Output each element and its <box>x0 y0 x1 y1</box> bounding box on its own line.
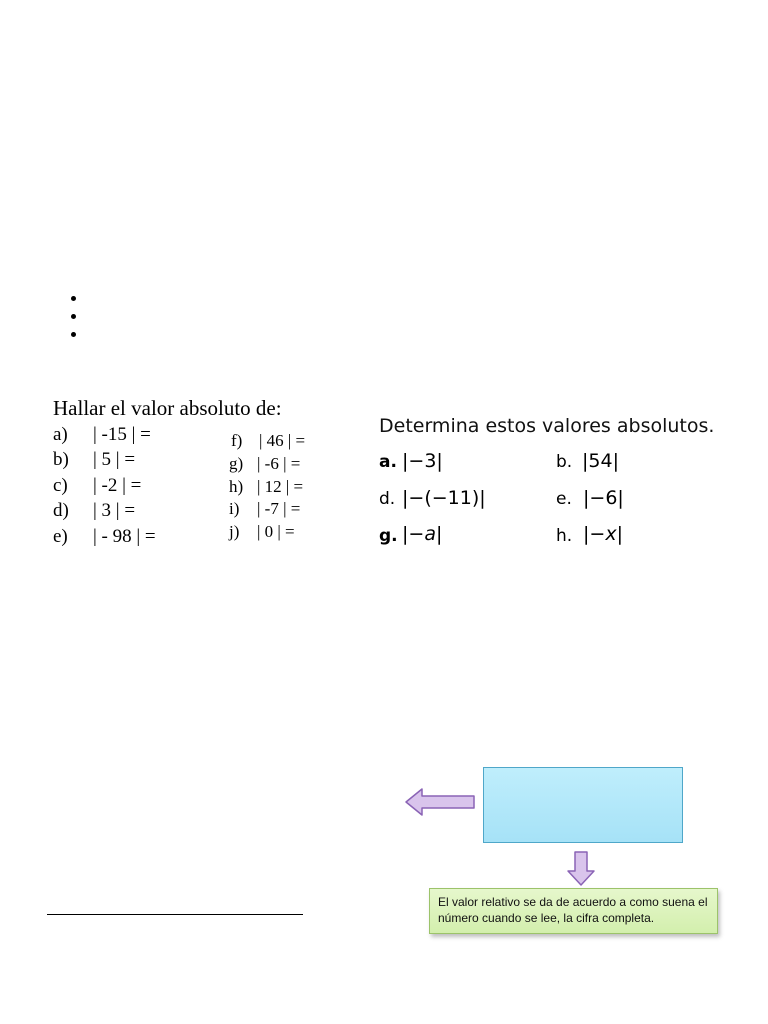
col1-expr-b: | 5 | = <box>93 449 136 470</box>
right-expr-g: |−a| <box>402 523 443 545</box>
col2-expr-j: | 0 | = <box>257 522 295 541</box>
col2-expr-i: | -7 | = <box>257 499 301 518</box>
right-label-d: d. <box>379 489 396 509</box>
col2-expr-f: | 46 | = <box>259 431 306 450</box>
bullet-2 <box>71 314 76 319</box>
col1-label-a: a) <box>53 424 68 445</box>
right-expr-b: |54| <box>582 450 619 472</box>
right-label-a: a. <box>379 452 397 472</box>
col1-expr-e: | - 98 | = <box>93 526 156 547</box>
down-arrow-icon <box>566 850 596 888</box>
left-arrow-icon <box>404 786 478 818</box>
col1-expr-c: | -2 | = <box>93 475 142 496</box>
concept-box <box>483 767 683 843</box>
col1-expr-d: | 3 | = <box>93 500 136 521</box>
right-label-b: b. <box>556 452 573 472</box>
right-expr-e: |−6| <box>583 487 624 509</box>
right-expr-d: |−(−11)| <box>402 487 486 509</box>
note-box <box>429 888 718 934</box>
col2-label-i: i) <box>229 499 240 518</box>
col1-expr-a: | -15 | = <box>93 424 151 445</box>
col1-label-b: b) <box>53 449 69 470</box>
col1-label-d: d) <box>53 500 69 521</box>
right-expr-h: |−x| <box>583 523 623 545</box>
bullet-3 <box>71 332 76 337</box>
right-label-h: h. <box>556 526 573 546</box>
right-label-g: g. <box>379 526 398 546</box>
left-exercise-title: Hallar el valor absoluto de: <box>53 396 282 420</box>
col2-expr-h: | 12 | = <box>257 477 304 496</box>
answer-line <box>47 914 303 915</box>
right-expr-a: |−3| <box>402 450 443 472</box>
col2-label-j: j) <box>229 522 240 541</box>
right-label-e: e. <box>556 489 572 509</box>
col2-label-f: f) <box>231 431 243 450</box>
col2-label-g: g) <box>229 454 244 473</box>
col1-label-e: e) <box>53 526 68 547</box>
col1-label-c: c) <box>53 475 68 496</box>
col2-label-h: h) <box>229 477 244 496</box>
col2-expr-g: | -6 | = <box>257 454 301 473</box>
note-text: El valor relativo se da de acuerdo a como suena el número cuando se lee, la cifra completa. <box>438 895 708 925</box>
right-exercise-title: Determina estos valores absolutos. <box>379 415 715 437</box>
bullet-1 <box>71 296 76 301</box>
